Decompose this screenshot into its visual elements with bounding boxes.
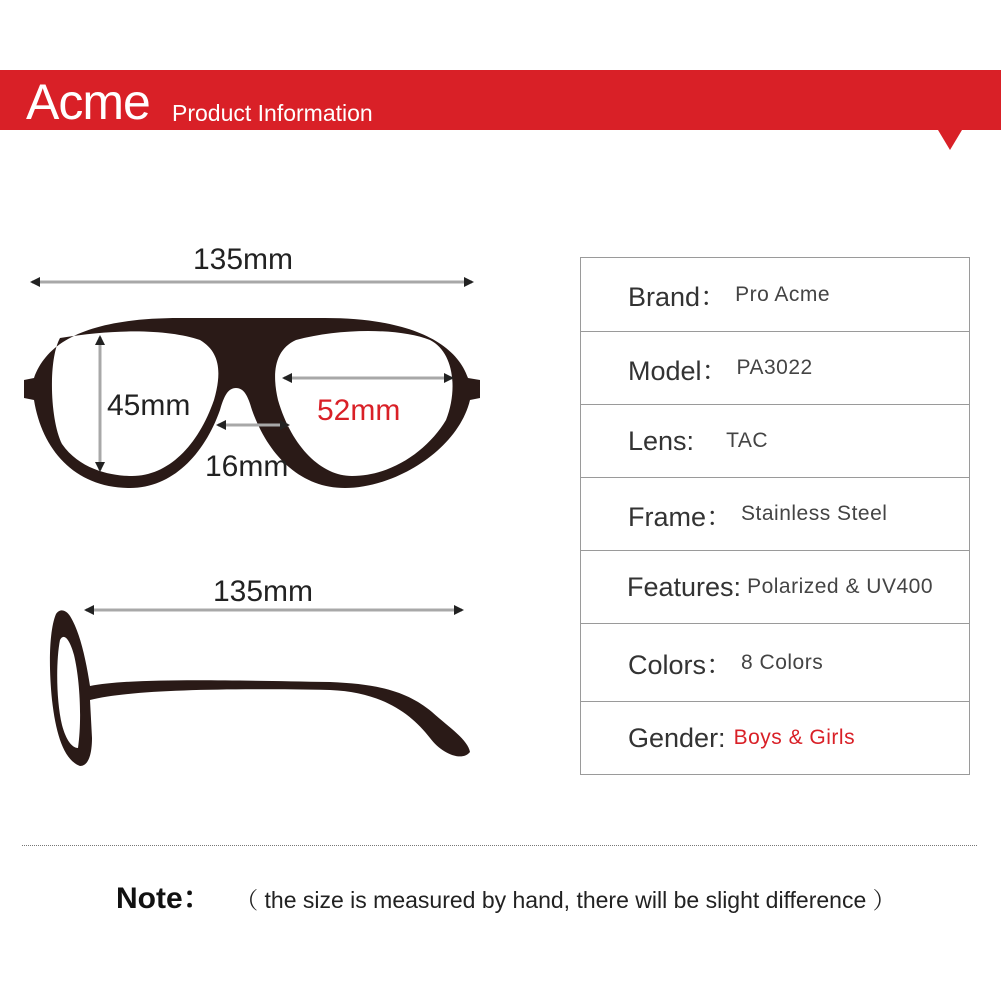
spec-row-gender: [581, 701, 969, 774]
side-view-frame: [50, 610, 470, 766]
temple-length-label: 135mm: [213, 575, 314, 608]
spec-row-model: [581, 331, 969, 404]
spec-row-lens: [581, 404, 969, 477]
note-label: Note：: [116, 882, 213, 915]
spec-row-features: [581, 550, 969, 623]
spec-value: 8 Colors: [741, 650, 824, 674]
spec-value: PA3022: [736, 356, 813, 379]
header-subtitle: Product Information: [172, 100, 373, 126]
brand-logo-text: Acme: [26, 74, 150, 130]
spec-row-brand: [581, 258, 969, 331]
lens-height-label: 45mm: [107, 389, 191, 422]
spec-value: Boys & Girls: [733, 726, 856, 749]
spec-row-frame: [581, 477, 969, 550]
spec-label: Model：: [628, 355, 729, 386]
measurement-note: [116, 873, 896, 917]
divider: [22, 845, 977, 846]
spec-value: Stainless Steel: [741, 502, 888, 525]
total-width-label: 135mm: [193, 243, 294, 276]
spec-table: [580, 257, 970, 775]
spec-value: Polarized & UV400: [747, 575, 933, 598]
note-text: （ the size is measured by hand, there will be slight difference ）: [235, 887, 896, 913]
spec-label: Lens:: [628, 425, 695, 456]
spec-value: TAC: [726, 429, 769, 452]
spec-label: Brand：: [628, 282, 728, 312]
spec-value: Pro Acme: [735, 282, 831, 306]
spec-label: Features:: [627, 571, 742, 602]
spec-row-colors: [581, 623, 969, 701]
bridge-width-label: 16mm: [205, 450, 289, 483]
spec-label: Colors：: [628, 650, 734, 680]
spec-label: Frame：: [628, 501, 734, 532]
spec-label: Gender:: [628, 722, 726, 753]
lens-width-label: 52mm: [317, 394, 401, 427]
